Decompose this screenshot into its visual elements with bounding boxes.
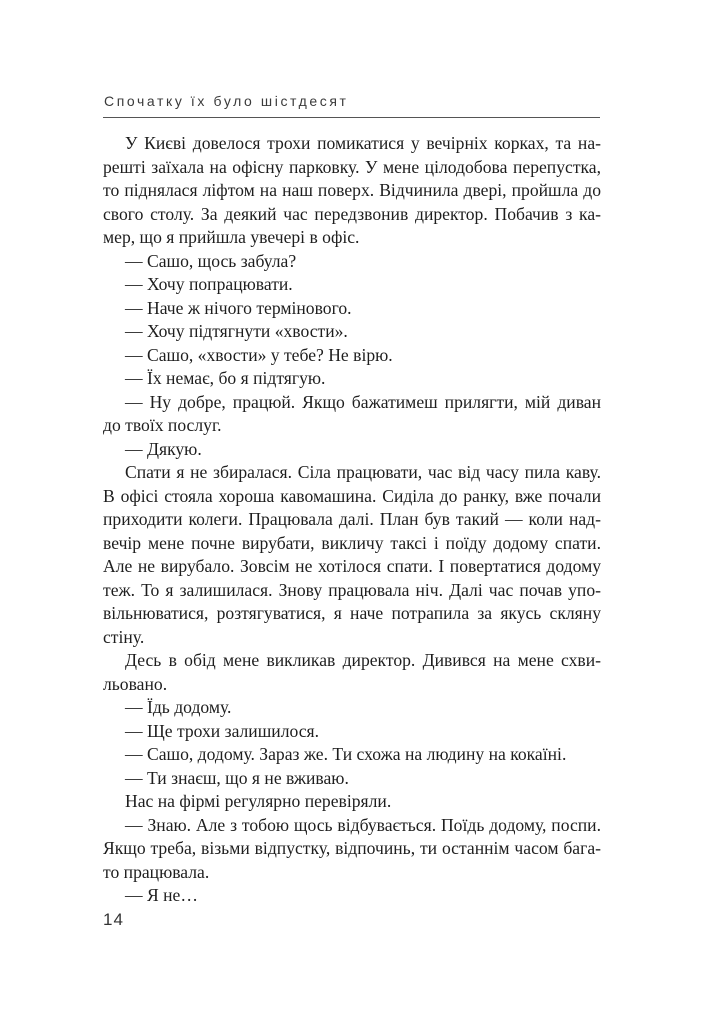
text-line: то працювала. (103, 861, 210, 882)
text-line: — Їдь додому. (125, 697, 232, 717)
text-line: Десь в обід мене викликав директор. Дивився на мене схви- (125, 650, 601, 670)
text-line: вільнюватися, розтягуватися, я наче потрапила за якусь скляну (103, 603, 601, 623)
text-line: то піднялася ліфтом на наш поверх. Відчинила двері, пройшла до (103, 180, 601, 200)
text-line: — Ну добре, працюй. Якщо бажатимеш прилягти, мій диван (125, 391, 601, 412)
text-line: — Знаю. Але з тобою щось відбувається. Поїдь додому, поспи. (125, 814, 601, 835)
text-line: приходити колеги. Працювала далі. План був такий — коли над- (103, 509, 601, 529)
text-line: льовано. (103, 673, 168, 694)
text-line: — Хочу підтягнути «хвости». (125, 321, 348, 341)
text-line: — Сашо, щось забула? (125, 250, 297, 271)
text-line: — Я не… (125, 885, 198, 905)
text-line: — Наче ж нічого термінового. (125, 297, 352, 318)
text-line: — Сашо, додому. Зараз же. Ти схожа на людину на кокаїні. (125, 744, 567, 764)
text-line: до твоїх послуг. (103, 415, 222, 435)
text-line: решті заїхала на офісну парковку. У мене цілодобова перепустка, (103, 156, 601, 177)
text-line: Нас на фірмі регулярно перевіряли. (125, 791, 392, 811)
body-text (103, 132, 601, 908)
text-line: теж. То я залишилася. Знову працювала ніч. Далі час почав упо- (103, 579, 601, 600)
text-line: мер, що я прийшла увечері в офіс. (103, 227, 360, 247)
running-head: Спочатку їх було шістдесят (104, 93, 349, 109)
text-line: Якщо треба, візьми відпустку, відпочинь, ти останнім часом бага- (103, 838, 601, 858)
text-line: У Києві довелося трохи помикатися у вечірніх корках, та на- (125, 133, 601, 153)
text-line: Спати я не збиралася. Сіла працювати, час від часу пила каву. (125, 462, 601, 482)
text-line: — Дякую. (125, 438, 202, 459)
page-number: 14 (103, 910, 124, 929)
text-line: — Ще трохи залишилося. (125, 720, 320, 741)
text-line: Але не вирубало. Зовсім не хотілося спати. І повертатися додому (103, 556, 601, 576)
text-line: стіну. (103, 626, 145, 647)
text-line: — Їх немає, бо я підтягую. (125, 368, 326, 388)
text-line: — Ти знаєш, що я не вживаю. (125, 767, 349, 788)
text-line: вечір мене почне вирубати, викличу таксі і поїду додому спати. (103, 532, 601, 553)
header-rule (103, 117, 600, 118)
text-line: — Сашо, «хвости» у тебе? Не вірю. (125, 344, 393, 365)
text-line: свого столу. За деякий час передзвонив директор. Побачив з ка- (103, 203, 601, 224)
text-line: — Хочу попрацювати. (125, 274, 293, 294)
text-line: В офісі стояла хороша кавомашина. Сиділа до ранку, вже почали (103, 485, 601, 506)
